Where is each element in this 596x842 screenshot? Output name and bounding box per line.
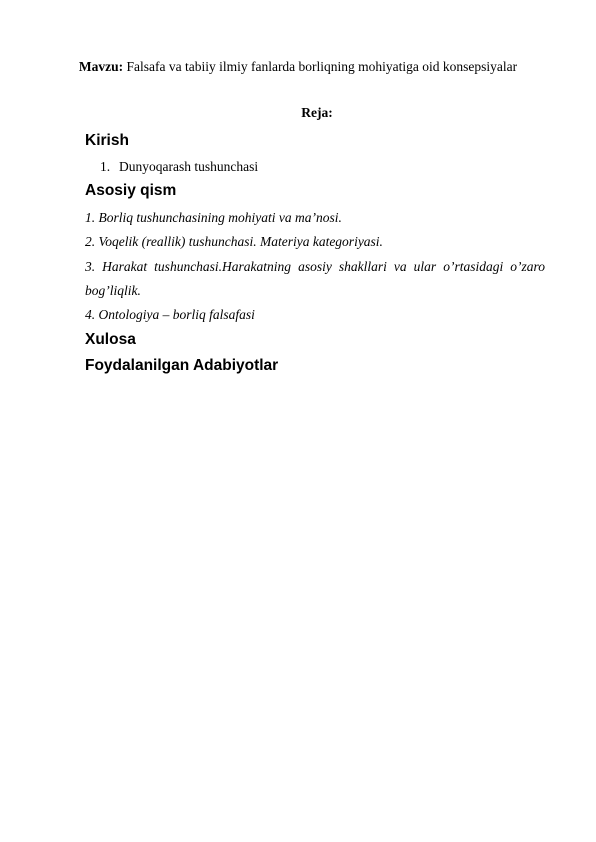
topic-label: Mavzu: — [78, 59, 124, 74]
intro-item-1-text: Dunyoqarash tushunchasi — [119, 159, 259, 174]
topic-text: Falsafa va tabiiy ilmiy fanlarda borliqning mohiyatiga oid konsepsiyalar — [123, 59, 518, 74]
section-heading-conclusion: Xulosa — [85, 331, 136, 348]
main-item-3: 3. Harakat tushunchasi.Harakatning asosiy shakllari va ular o’rtasidagi o’zaro — [85, 259, 545, 274]
main-item-3-continuation: bog’liqlik. — [85, 283, 141, 298]
main-item-2: 2. Voqelik (reallik) tushunchasi. Materiya kategoriyasi. — [85, 234, 383, 249]
intro-item-1 — [100, 158, 258, 176]
main-item-4: 4. Ontologiya – borliq falsafasi — [85, 307, 255, 322]
section-heading-main: Asosiy qism — [85, 182, 177, 199]
section-heading-intro: Kirish — [85, 132, 129, 149]
topic-line — [0, 58, 596, 76]
intro-item-1-number: 1. — [100, 159, 111, 174]
main-item-1: 1. Borliq tushunchasining mohiyati va ma’nosi. — [85, 210, 342, 225]
section-heading-references: Foydalanilgan Adabiyotlar — [85, 357, 279, 374]
plan-title: Reja: — [301, 105, 333, 120]
